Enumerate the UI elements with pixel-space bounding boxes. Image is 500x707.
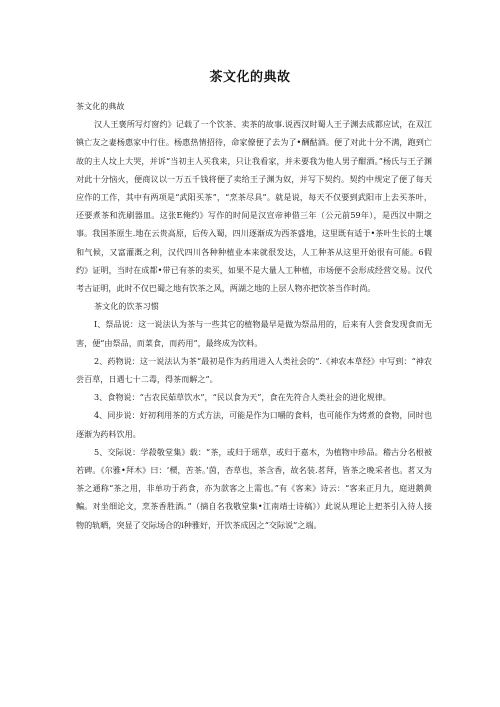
list-item-social: 5、交际说：学殺敬堂集》载：“茶，或归于瑶草，或归于嘉木，为植物中珍品。稽古分名根被若碑。《尔雅•拜木》曰：‘槚，苦茶。’茵，杏草也，茶含香，故名装.茗拜，皆茶之晚采者也。茗又为茶之通称“茶之用，非单功于药食，亦为款客之上需也。”有《客来》诗云：“客来正月九，庭进鹅黄鳊。对坐细论文，烹茶香胜酒。”（摘自名我敬堂集•江南靖士诗稿》）此说从理论上把茶引入待人接物的轨晒，突显了交际场合的i种雅好，开饮茶成因之“交际说”之端。 — [76, 446, 432, 530]
list-item-synchronous: 4、同步说：好初利用茶的方式方法，可能是作为口嚼的食料，也可能作为烤煮的食物，同时也逐渐为药料饮用。 — [76, 410, 432, 439]
document-title: 茶文化的典故 — [209, 70, 291, 85]
paragraph-story: 汉人王褒所写灯窗约》记载了一个饮茶、卖茶的故事.说西汉时蜀人王子渊去成都应试，在双江镇亡友之妻杨惠家中行住。杨惠热情招待，命家僚便了去为了•酬酤酒。便了对此十分不满，跑到亡故的主人坟上大哭，并诉“当初主人买我来，只让我看家，并未要我为他人男子酣酒。”杨氏与王子渊对此十分恼火，便商议以一万五千钱将便了卖给王子渊为奴，并写下契约。契约中规定了便了每天应作的工作，其中有两项是“武阳买茶”，“烹茶尽具”。就是说，每天不仅要到武阳市上去买茶叶，还要煮茶和洗刷器皿。这张E俺约》写作的时间是汉宣帝神借三年（公元前59年），是西汉中期之事。我国茶原生.地在云贵高原，后传入蜀，四川逐渐成为西茶盛地，这里既有适于•茶叶生长的土壤和气候，又富灌溉之利，汉代四川各种种植业本来就很发达，人工种茶从这里开始很有可能。6假约》证明，当时在成都•带已有茶的卖买，如果不是大量人工种植，市场便不会形成经营交易。汉代考古证明，此时不仅巴蜀之地有饮茶之风，两湖之地的上层人物亦把饮茶当作时尚。 — [76, 119, 432, 294]
list-item-offering: I、祭品说：这一说法认为茶与一些其它的植物最早是做为祭品用的，后来有人尝食发现食而无害，便“由祭品，而菜食，而药用”，最终成为饮料。 — [76, 319, 432, 348]
section-heading-origin: 茶文化的典故 — [76, 101, 125, 111]
list-item-medicine: 2、药物说：这一说法认为茶“最初是作为药用进入人类社会的”.《神农本草经》中写到：“神农尝百草，日遇七十二毒，得茶而解之”。 — [76, 355, 432, 385]
document-body — [76, 97, 432, 534]
list-item-food: 3、食物说：“古农民茹草饮水”，“民以食为天”，食在先符合人类社会的进化规律。 — [94, 392, 391, 403]
section-heading-habits: 茶文化的饮茶习惯 — [94, 301, 159, 312]
